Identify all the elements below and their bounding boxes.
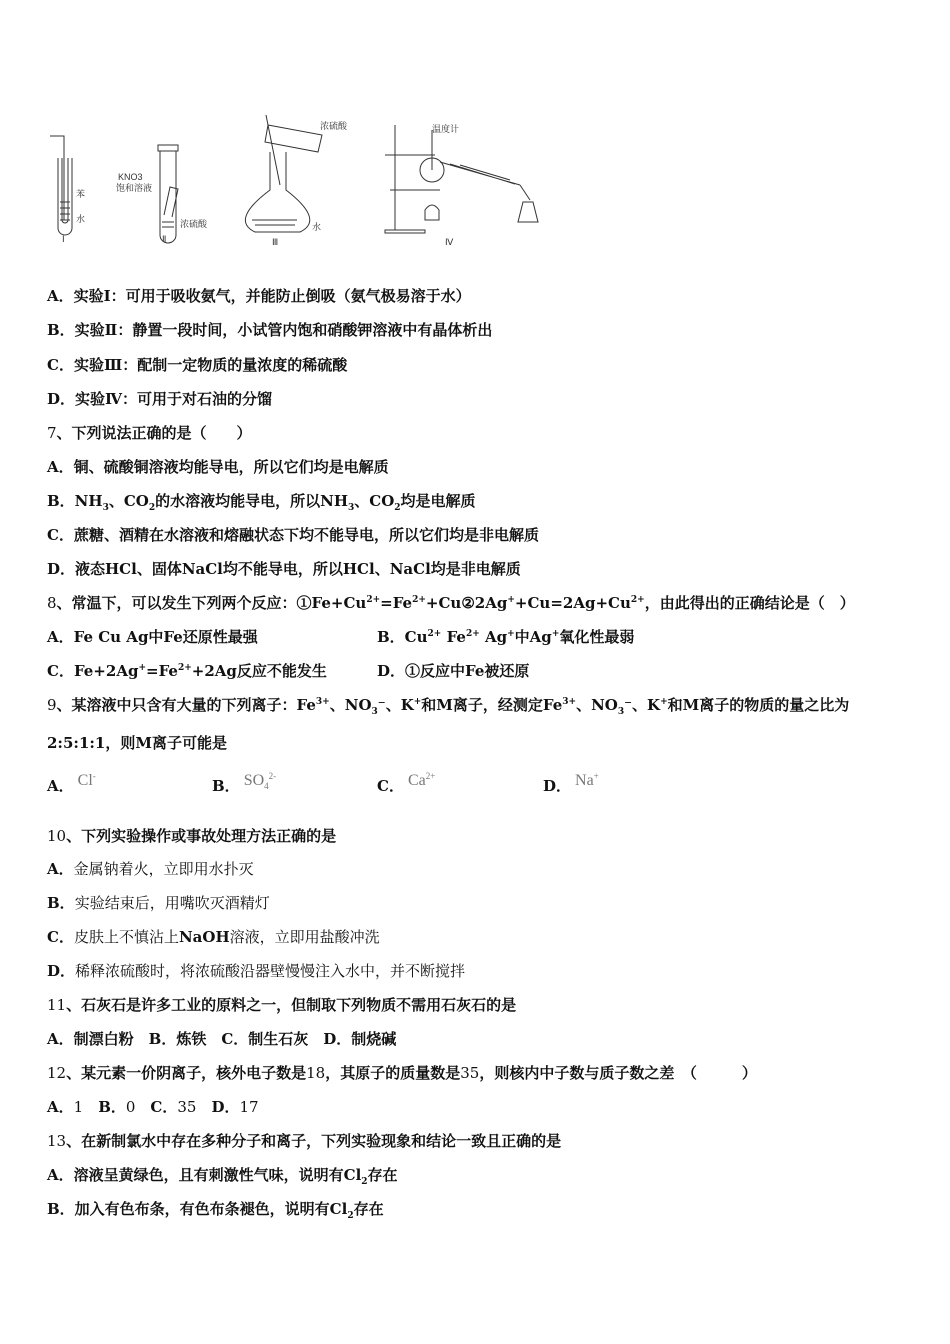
text-segment: 4 [264,781,269,791]
text-segment: D． [196,1098,240,1116]
text-segment: 溶液，立即用盐酸冲洗 [229,928,380,946]
text-segment: + [551,629,560,639]
text-segment: 、下列实验操作或事故处理方法正确的是 [66,827,337,845]
text-segment: ⁻、K [624,696,661,714]
text-segment-group [47,457,389,477]
text-segment: ，其原子的质量数是 [325,1064,461,1082]
text-segment-group [47,893,270,913]
text-segment: 7 [47,424,57,442]
text-segment: 、某溶液中只含有大量的下列离子：Fe [56,696,316,714]
text-segment: 、石灰石是许多工业的原料之一，但制取下列物质不需用石灰石的是 [66,996,517,1014]
text-segment-group [47,1165,398,1185]
text-segment-group [47,859,254,879]
text-segment: A． [47,1098,74,1116]
figure-label: 水 [76,214,86,224]
text-segment: 、常温下，可以发生下列两个反应：①Fe+Cu [56,594,367,612]
text-segment: 35 [460,1064,480,1082]
text-segment: 存在 [353,1200,384,1218]
text-segment: 中Ag [514,628,552,646]
text-segment: NaOH [178,928,230,946]
text-segment: C．实验Ⅲ：配制一定物质的量浓度的稀硫酸 [47,356,348,374]
text-segment-group [47,995,516,1015]
text-segment: B．实验Ⅱ：静置一段时间，小试管内饱和硝酸钾溶液中有晶体析出 [47,321,493,339]
text-segment: 2+ [177,663,192,673]
text-segment: B． [83,1098,126,1116]
text-segment: +2Ag反应不能发生 [191,662,327,680]
text-segment: + [660,697,668,707]
text-segment: 的水溶液均能导电，所以NH [155,492,348,510]
text-segment-group [47,286,471,306]
text-segment-group [47,1199,384,1219]
text-segment: 2- [268,771,277,781]
option [377,627,634,647]
text-segment: 、CO [354,492,395,510]
text-segment: C． [377,777,404,795]
text-segment: D．液态HCl、固体NaCl均不能导电，所以HCl、NaCl均是非电解质 [47,560,521,578]
text-segment-group [47,320,492,340]
figure-caption: Ⅳ [445,237,454,247]
figure-label: 苯 [76,189,86,199]
text-segment-group [47,695,849,715]
text-segment: ，由此得出的正确结论是（ ） [644,594,855,612]
text-segment: 2+ [366,595,381,605]
text-segment: 金属钠着火，立即用水扑灭 [73,860,254,878]
option [212,771,277,797]
text-segment: 2+ [465,629,480,639]
text-segment-group [47,423,252,443]
text-segment: + [413,697,422,707]
figure-label: 浓硫酸 [180,219,208,229]
text-segment: D．实验Ⅳ：可用于对石油的分馏 [47,390,273,408]
text-segment-group [47,1029,396,1049]
experiment-apparatus-figure [40,110,560,260]
text-segment: Ag [479,628,508,646]
text-segment: 2+ [427,629,442,639]
text-segment-group [47,1131,561,1151]
figure-label: 水 [312,222,322,232]
text-segment: Fe [441,628,466,646]
text-segment: B． [212,777,240,795]
text-segment: 2 [361,1177,368,1187]
text-segment: SO [243,772,265,789]
text-segment: 3+ [562,697,577,707]
text-segment: 、NO [329,696,372,714]
text-segment: + [507,595,515,605]
text-segment: ⁻、K [377,696,414,714]
figure-caption: Ⅰ [62,234,65,244]
text-segment: C．蔗糖、酒精在水溶液和熔融状态下均不能导电，所以它们均是非电解质 [47,526,539,544]
text-segment-group [47,525,539,545]
text-segment: B．NH [47,492,103,510]
text-segment: 35 [177,1098,197,1116]
text-segment-group [47,491,476,511]
option [543,771,599,797]
text-segment: B．加入有色布条，有色布条褪色，说明有Cl [47,1200,348,1218]
text-segment: =Fe [380,594,413,612]
text-segment: 、在新制氯水中存在多种分子和离子，下列实验现象和结论一致且正确的是 [66,1132,562,1150]
text-segment: A．铜、硫酸铜溶液均能导电，所以它们均是电解质 [47,458,389,476]
text-segment: A．Fe Cu Ag中Fe还原性最强 [47,628,258,646]
figure-label: 饱和溶液 [116,183,153,193]
text-segment: A．溶液呈黄绿色，且有刺激性气味，说明有Cl [47,1166,362,1184]
figure-caption: Ⅲ [272,237,279,247]
text-segment: 9 [47,696,57,714]
text-segment: 3 [617,707,625,717]
text-segment: A． [47,777,74,795]
text-segment: Ca [407,772,426,789]
option [377,661,529,681]
text-segment-group [47,826,336,846]
text-segment: C． [47,928,74,946]
text-segment: + [593,771,599,781]
text-segment: 2 [347,1211,354,1221]
text-segment: ，则核内中子数与质子数之差 （ ） [479,1064,757,1082]
text-segment-group [47,355,347,375]
text-segment: 18 [306,1064,326,1082]
option [47,771,96,797]
text-segment: 3+ [315,697,330,707]
text-segment: +Cu②2Ag [425,594,508,612]
text-segment: + [507,629,515,639]
text-segment: 、NO [576,696,618,714]
text-segment-group [47,733,227,753]
text-segment: 存在 [367,1166,398,1184]
option [47,661,327,681]
text-segment: 0 [125,1098,136,1116]
text-segment: C． [135,1098,178,1116]
text-segment: Cl [77,772,93,789]
figure-caption: Ⅱ [162,234,167,244]
text-segment-group [47,389,272,409]
text-segment-group [47,593,855,613]
text-segment: 实验结束后，用嘴吹灭酒精灯 [74,894,270,912]
text-segment: 2 [394,503,401,513]
text-segment: 皮肤上不慎沾上 [73,928,179,946]
option [47,627,258,647]
text-segment: D． [543,777,572,795]
text-segment-group [47,559,521,579]
text-segment: A．制漂白粉 B．炼铁 C．制生石灰 D．制烧碱 [47,1030,397,1048]
text-segment: 2+ [425,771,436,781]
text-segment: =Fe [146,662,178,680]
text-segment: 和M离子，经测定Fe [421,696,563,714]
text-segment: 、某元素一价阴离子，核外电子数是 [66,1064,307,1082]
text-segment: Na [575,772,594,789]
text-segment: 11 [47,996,67,1014]
figure-label: 温度计 [432,124,460,134]
text-segment-group [47,1097,259,1117]
text-segment: 3 [102,503,109,513]
text-segment: 均是电解质 [400,492,476,510]
text-segment: 2+ [412,595,426,605]
text-segment: 、下列说法正确的是（ ） [56,424,252,442]
text-segment: +Cu=2Ag+Cu [514,594,631,612]
text-segment-group [47,927,380,947]
text-segment-group [47,961,465,981]
text-segment: 8 [47,594,57,612]
text-segment: 10 [47,827,67,845]
text-segment: 17 [239,1098,259,1116]
text-segment: 2:5:1:1，则M离子可能是 [47,734,227,752]
text-segment: - [92,771,96,781]
text-segment: 2 [148,503,156,513]
text-segment: 1 [73,1098,84,1116]
text-segment: D．①反应中Fe被还原 [377,662,530,680]
figure-label: 浓硫酸 [320,121,348,131]
text-segment-group [47,1063,757,1083]
text-segment: C．Fe+2Ag [47,662,139,680]
text-segment: 13 [47,1132,67,1150]
text-segment: B． [47,894,75,912]
text-segment: 稀释浓硫酸时，将浓硫酸沿器壁慢慢注入水中，并不断搅拌 [75,962,466,980]
text-segment: 2+ [630,595,645,605]
text-segment: 3 [348,503,355,513]
text-segment: A．实验Ⅰ：可用于吸收氨气，并能防止倒吸（氨气极易溶于水） [47,287,471,305]
option [377,771,436,797]
figure-label: KNO3 [118,172,143,182]
text-segment: 、CO [108,492,149,510]
text-segment: 氧化性最弱 [559,628,635,646]
text-segment: D． [47,962,76,980]
text-segment: B．Cu [377,628,428,646]
text-segment: + [138,663,146,673]
text-segment: 和M离子的物质的量之比为 [667,696,850,714]
text-segment: A． [47,860,74,878]
text-segment: 3 [371,707,378,717]
text-segment: 12 [47,1064,67,1082]
